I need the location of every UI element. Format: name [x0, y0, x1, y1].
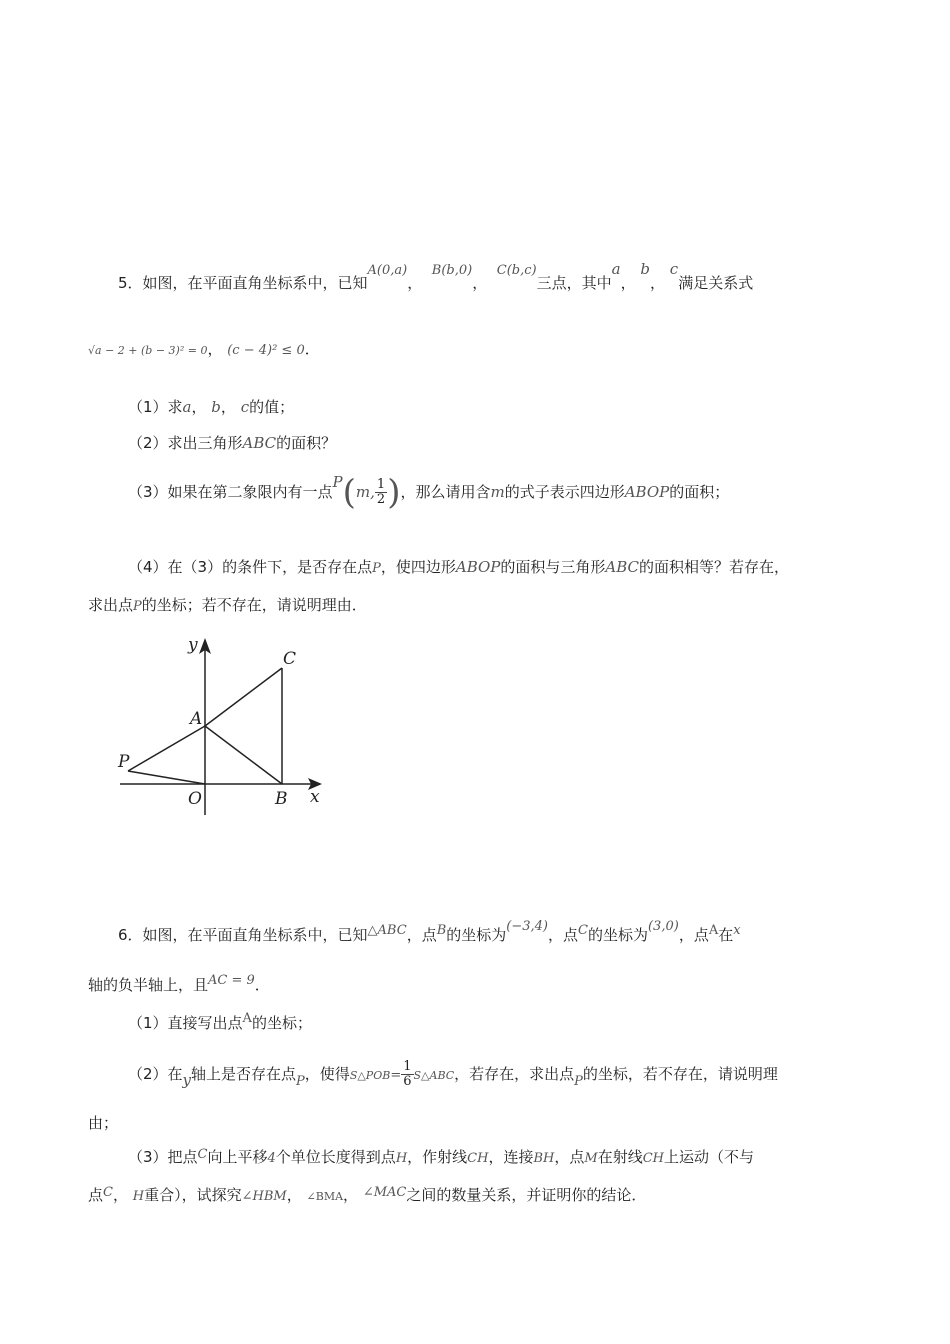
- angle-mac: ∠MAC: [362, 1185, 407, 1200]
- q5-sub4-mid: ，使四边形: [380, 558, 456, 576]
- period: ．: [254, 976, 270, 994]
- equation-ac-9: AC = 9: [208, 973, 255, 988]
- number-4: 4: [267, 1151, 276, 1166]
- separator: ，: [620, 274, 636, 292]
- segment-po: [128, 771, 205, 784]
- triangle-abc: △ABC: [367, 923, 407, 938]
- q5-sub4-mid2: 的面积与三角形: [500, 558, 606, 576]
- point-h: H: [395, 1151, 408, 1166]
- frac-den: 2: [376, 492, 386, 507]
- q5-mid-text: 三点，其中: [536, 274, 612, 292]
- separator: ，: [220, 398, 236, 416]
- var-m: m,: [355, 483, 375, 501]
- q5-sub3-mid: ，那么请用含: [400, 483, 491, 501]
- q5-sub3: [128, 470, 729, 515]
- point-b: B: [436, 923, 447, 938]
- separator: ，: [407, 274, 423, 292]
- var-y: y: [182, 1071, 192, 1089]
- point-c: C: [197, 1147, 208, 1162]
- point-p: P: [372, 561, 381, 576]
- separator: ，: [286, 1186, 302, 1204]
- q6-sub2-mid2: ，使得: [304, 1065, 350, 1083]
- q5-suffix-text: 满足关系式: [678, 274, 754, 292]
- q6-line2: [88, 974, 270, 998]
- area-abc: S△ABC: [413, 1069, 455, 1082]
- q6-sub3-prefix: （3）把点: [128, 1148, 198, 1166]
- equation-1: √a − 2 + (b − 3)² = 0: [88, 344, 208, 357]
- q5-sub4-l2-prefix: 求出点: [88, 596, 134, 614]
- point-c-coord: C(b,c): [496, 263, 537, 278]
- point-p: P: [574, 1074, 583, 1089]
- paren-right: ): [387, 472, 401, 513]
- q6-sub3-mid1: 向上平移: [207, 1148, 268, 1166]
- point-p: P: [133, 599, 142, 614]
- q6-mid4: 的坐标为: [587, 926, 648, 944]
- label-b: B: [275, 789, 288, 809]
- q6-sub3: [128, 1146, 754, 1170]
- q6-sub3-mid4: ，连接: [488, 1148, 534, 1166]
- label-p: P: [118, 752, 130, 772]
- q5-sub4-prefix: （4）在（3）的条件下，是否存在点: [128, 558, 373, 576]
- q5-sub2-suffix: 的面积？: [276, 434, 337, 452]
- angle-hbm: ∠HBM: [241, 1189, 287, 1204]
- point-a: A: [708, 923, 719, 938]
- q5-sub3-suffix: 的面积；: [669, 483, 730, 501]
- point-p: P: [296, 1074, 305, 1089]
- equals-sign: =: [390, 1068, 402, 1083]
- q5-intro-text: 5．如图，在平面直角坐标系中，已知: [118, 274, 368, 292]
- q6-line2-prefix: 轴的负半轴上，且: [88, 976, 209, 994]
- var-m: m: [490, 483, 505, 501]
- point-h: H: [132, 1189, 145, 1204]
- q5-figure: [110, 630, 340, 830]
- segment-pa: [128, 726, 205, 771]
- label-y: y: [188, 635, 198, 655]
- q6-sub1-prefix: （1）直接写出点: [128, 1014, 243, 1032]
- point-p: P: [332, 473, 343, 491]
- ray-ch: CH: [642, 1151, 665, 1166]
- label-x: x: [310, 787, 320, 807]
- q6-sub2-line2-text: 由；: [88, 1114, 119, 1132]
- point-c: C: [578, 923, 588, 938]
- separator: ，: [649, 274, 665, 292]
- segment-bh: BH: [533, 1151, 555, 1166]
- label-c: C: [283, 649, 297, 669]
- period: ．: [304, 340, 320, 358]
- q5-sub1: [128, 396, 294, 418]
- var-b: b: [640, 260, 650, 278]
- q6-mid2: 的坐标为: [446, 926, 507, 944]
- q6-sub2-suffix: 的坐标，若不存在，请说明理: [582, 1065, 778, 1083]
- point-b-coord: B(b,0): [431, 263, 473, 278]
- q6-sub3-l2-suffix: 之间的数量关系，并证明你的结论．: [406, 1186, 647, 1204]
- var-a: a: [182, 398, 192, 416]
- point-c-coord: (3,0): [647, 919, 679, 934]
- q6-sub3-l2-mid: 重合），试探究: [144, 1186, 242, 1204]
- q6-sub3-mid6: 在射线: [597, 1148, 643, 1166]
- q5-sub1-prefix: （1）求: [128, 398, 183, 416]
- q5-sub1-suffix: 的值；: [249, 398, 295, 416]
- q6-sub3-mid3: ，作射线: [407, 1148, 468, 1166]
- frac-num: 1: [403, 1059, 412, 1074]
- point-a: A: [242, 1011, 252, 1026]
- fraction-one-sixth: [401, 1060, 413, 1089]
- q6-sub1-suffix: 的坐标；: [251, 1014, 312, 1032]
- q6-intro-text: 6．如图，在平面直角坐标系中，已知: [118, 926, 368, 944]
- var-x: x: [733, 923, 741, 938]
- q6-sub3-suffix: 上运动（不与: [664, 1148, 755, 1166]
- q5-line2: [88, 338, 320, 362]
- q5-sub4-line2: [88, 594, 367, 618]
- q6-sub2-mid3: ，若存在，求出点: [454, 1065, 575, 1083]
- q6-sub2: [128, 1054, 778, 1096]
- q6-mid1: ，点: [406, 926, 437, 944]
- q5-sub4-l2-suffix: 的坐标；若不存在，请说明理由．: [141, 596, 367, 614]
- q5-sub3-prefix: （3）如果在第二象限内有一点: [128, 483, 333, 501]
- q6-mid3: ，点: [548, 926, 579, 944]
- var-c: c: [240, 398, 250, 416]
- var-c: c: [669, 260, 679, 278]
- q6-mid5: ，点: [678, 926, 709, 944]
- separator: ，: [112, 1186, 128, 1204]
- q5-sub4: [128, 556, 789, 580]
- quad-abop: ABOP: [455, 558, 501, 576]
- q6-sub2-mid: 轴上是否存在点: [191, 1065, 297, 1083]
- var-a: a: [611, 260, 621, 278]
- point-a-coord: A(0,a): [367, 263, 408, 278]
- frac-den: 6: [403, 1074, 412, 1089]
- angle-bma: ∠BMA: [306, 1190, 344, 1203]
- var-b: b: [211, 398, 221, 416]
- q6-mid6: 在: [718, 926, 734, 944]
- q6-sub3-mid5: ，点: [554, 1148, 585, 1166]
- q6-sub2-prefix: （2）在: [128, 1065, 183, 1083]
- q6-sub1: [128, 1012, 312, 1036]
- separator: ，: [191, 398, 207, 416]
- ray-ch: CH: [467, 1151, 489, 1166]
- q5-sub2-prefix: （2）求出三角形: [128, 434, 243, 452]
- paren-left: (: [342, 472, 356, 513]
- segment-ab: [205, 726, 282, 784]
- q5-sub3-mid2: 的式子表示四边形: [504, 483, 625, 501]
- equation-2: (c − 4)² ≤ 0: [227, 343, 305, 358]
- q6-sub3-line2: [88, 1184, 646, 1208]
- separator: ，: [343, 1186, 359, 1204]
- frac-num: 1: [376, 477, 386, 492]
- q5-sub2: [128, 432, 336, 454]
- point-c: C: [103, 1185, 113, 1200]
- separator: ，: [472, 274, 488, 292]
- label-o: O: [188, 789, 202, 809]
- q6-sub3-mid2: 个单位长度得到点: [275, 1148, 396, 1166]
- q5-line1: [118, 260, 754, 296]
- point-b-coord: (−3,4): [506, 919, 548, 934]
- triangle-abc: ABC: [242, 434, 277, 452]
- q6-sub3-l2-prefix: 点: [88, 1186, 104, 1204]
- triangle-abc: ABC: [605, 558, 640, 576]
- quad-abop: ABOP: [624, 483, 670, 501]
- label-a: A: [190, 709, 203, 729]
- separator: ，: [207, 340, 223, 358]
- point-m: M: [584, 1151, 598, 1166]
- q6-sub2-line2: [88, 1112, 118, 1134]
- q6-line1: [118, 919, 741, 948]
- area-pob: S△POB: [349, 1069, 391, 1082]
- segment-ac: [205, 668, 282, 726]
- q5-sub4-suffix: 的面积相等？若存在，: [639, 558, 790, 576]
- fraction-one-half: [375, 478, 387, 507]
